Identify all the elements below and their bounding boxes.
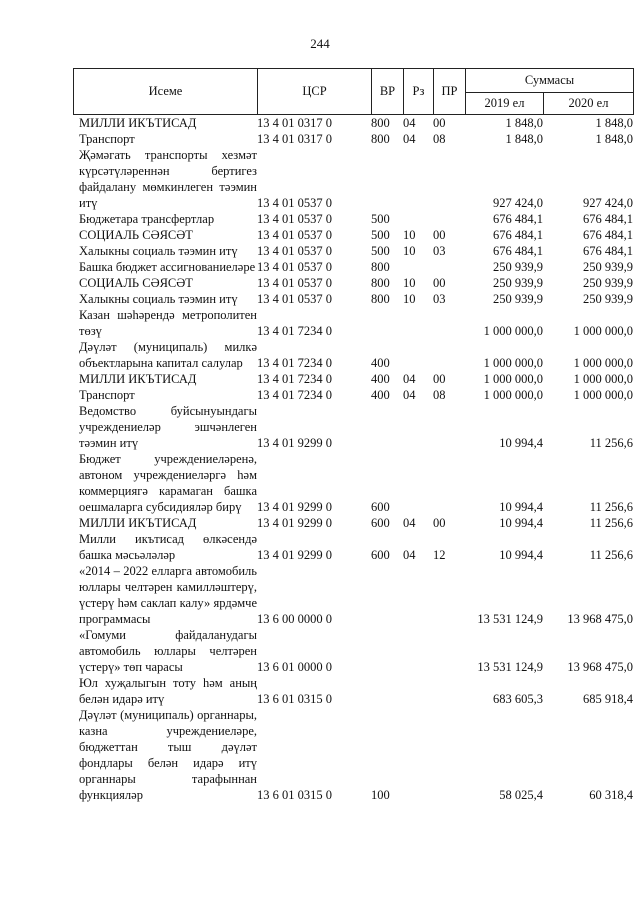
row-sum-2020: 11 256,6 [589, 500, 633, 514]
row-csr: 13 4 01 0317 0 [257, 116, 332, 130]
row-csr: 13 6 00 0000 0 [257, 612, 332, 626]
row-vr: 800 [371, 132, 390, 146]
row-rz [403, 259, 433, 275]
row-rz [403, 451, 433, 515]
row-name: СОЦИАЛЬ СӘЯСӘТ [79, 228, 193, 242]
row-pr [433, 707, 465, 803]
table-row [73, 243, 633, 259]
row-sum-2019: 250 939,9 [493, 260, 543, 274]
row-csr: 13 4 01 9299 0 [257, 436, 332, 450]
row-name: Халыкны социаль тәэмин итү [79, 292, 238, 306]
page-number: 244 [310, 36, 330, 51]
row-pr [433, 259, 465, 275]
row-rz [403, 675, 433, 707]
row-sum-2019: 10 994,4 [499, 516, 543, 530]
row-rz [403, 339, 433, 371]
table-header [73, 68, 634, 115]
row-vr: 400 [371, 372, 390, 386]
row-csr: 13 4 01 0537 0 [257, 196, 332, 210]
row-csr: 13 4 01 7234 0 [257, 356, 332, 370]
row-vr: 600 [371, 516, 390, 530]
table-row [73, 563, 633, 627]
row-csr: 13 4 01 7234 0 [257, 324, 332, 338]
row-pr [433, 563, 465, 627]
table-row [73, 515, 633, 531]
row-pr: 00 [433, 116, 446, 130]
row-vr [371, 563, 403, 627]
row-rz [403, 147, 433, 211]
row-name: Бюджетара трансфертлар [79, 212, 215, 226]
row-sum-2019: 10 994,4 [499, 436, 543, 450]
row-vr: 800 [371, 276, 390, 290]
row-csr: 13 4 01 0537 0 [257, 244, 332, 258]
row-sum-2020: 1 848,0 [595, 132, 633, 146]
row-csr: 13 4 01 0537 0 [257, 260, 332, 274]
row-sum-2020: 685 918,4 [583, 692, 633, 706]
row-sum-2020: 676 484,1 [583, 244, 633, 258]
row-csr: 13 4 01 0537 0 [257, 228, 332, 242]
table-row [73, 115, 633, 131]
header-sums: Суммасы [466, 69, 634, 93]
row-name: Халыкны социаль тәэмин итү [79, 244, 238, 258]
row-name: Казан шәһәрендә метрополитен төзү [79, 308, 257, 338]
header-year-2019: 2019 ел [466, 93, 544, 115]
row-sum-2020: 1 000 000,0 [573, 388, 633, 402]
row-rz: 04 [403, 516, 416, 530]
row-sum-2020: 676 484,1 [583, 228, 633, 242]
row-sum-2019: 676 484,1 [493, 228, 543, 242]
row-csr: 13 4 01 0537 0 [257, 212, 332, 226]
row-sum-2019: 10 994,4 [499, 500, 543, 514]
row-vr: 500 [371, 244, 390, 258]
row-sum-2019: 13 531 124,9 [477, 660, 543, 674]
row-pr: 08 [433, 388, 446, 402]
row-name: СОЦИАЛЬ СӘЯСӘТ [79, 276, 193, 290]
row-name: Җәмәгать транспорты хезмәт күрсәтүләреннән бертигез файдалану мөмкинлеген тәэмин итү [79, 148, 257, 210]
row-sum-2019: 1 000 000,0 [483, 324, 543, 338]
row-sum-2020: 11 256,6 [589, 436, 633, 450]
table-row [73, 259, 633, 275]
row-pr: 08 [433, 132, 446, 146]
row-pr [433, 307, 465, 339]
row-vr [371, 147, 403, 211]
row-rz: 10 [403, 292, 416, 306]
row-name: Башка бюджет ассигнованиеләре [79, 260, 256, 274]
row-sum-2020: 11 256,6 [589, 516, 633, 530]
row-sum-2020: 1 848,0 [595, 116, 633, 130]
row-vr: 600 [371, 500, 390, 514]
row-csr: 13 4 01 0537 0 [257, 292, 332, 306]
row-vr: 800 [371, 116, 390, 130]
row-csr: 13 4 01 9299 0 [257, 548, 332, 562]
row-rz [403, 403, 433, 451]
row-sum-2019: 1 848,0 [505, 132, 543, 146]
table-body [73, 115, 633, 803]
row-sum-2019: 10 994,4 [499, 548, 543, 562]
row-pr: 00 [433, 516, 446, 530]
row-rz [403, 307, 433, 339]
row-sum-2020: 1 000 000,0 [573, 372, 633, 386]
row-sum-2020: 1 000 000,0 [573, 324, 633, 338]
row-vr [371, 627, 403, 675]
row-name: Транспорт [79, 132, 135, 146]
row-sum-2019: 250 939,9 [493, 292, 543, 306]
row-vr [371, 307, 403, 339]
row-sum-2019: 1 848,0 [505, 116, 543, 130]
row-vr: 600 [371, 548, 390, 562]
row-sum-2019: 1 000 000,0 [483, 356, 543, 370]
header-pr: ПР [434, 69, 466, 115]
row-pr [433, 339, 465, 371]
table-row [73, 403, 633, 451]
row-vr: 800 [371, 292, 390, 306]
row-name: «Гомуми файдаланудагы автомобиль юллары челтәрен үстерү» төп чарасы [79, 628, 257, 674]
row-sum-2020: 60 318,4 [589, 788, 633, 802]
row-vr [371, 403, 403, 451]
row-rz: 04 [403, 116, 416, 130]
row-sum-2019: 13 531 124,9 [477, 612, 543, 626]
row-pr: 00 [433, 228, 446, 242]
row-sum-2020: 250 939,9 [583, 292, 633, 306]
table-row [73, 707, 633, 803]
row-rz: 10 [403, 228, 416, 242]
table-row [73, 371, 633, 387]
row-name: Дәүләт (муниципаль) милкə объектларына капитал салулар [79, 340, 257, 370]
row-pr: 03 [433, 244, 446, 258]
row-sum-2020: 1 000 000,0 [573, 356, 633, 370]
row-name: Ведомство буйсынуындагы учреждениеләр эшчәнлеген тәэмин итү [79, 404, 257, 450]
table-row [73, 211, 633, 227]
row-vr: 800 [371, 260, 390, 274]
row-csr: 13 4 01 9299 0 [257, 500, 332, 514]
row-pr [433, 147, 465, 211]
row-vr: 400 [371, 356, 390, 370]
header-csr: ЦСР [258, 69, 372, 115]
row-sum-2019: 676 484,1 [493, 244, 543, 258]
row-name: МИЛЛИ ИКЪТИСАД [79, 372, 197, 386]
row-csr: 13 4 01 0317 0 [257, 132, 332, 146]
header-rz: Рз [404, 69, 434, 115]
table-row [73, 131, 633, 147]
row-rz: 04 [403, 132, 416, 146]
row-pr [433, 627, 465, 675]
row-csr: 13 4 01 7234 0 [257, 388, 332, 402]
row-csr: 13 4 01 7234 0 [257, 372, 332, 386]
row-pr: 00 [433, 276, 446, 290]
table-row [73, 387, 633, 403]
row-name: Милли икътисад өлкәсендә башка мәсьәләләр [79, 532, 257, 562]
row-vr: 500 [371, 228, 390, 242]
row-rz: 04 [403, 372, 416, 386]
row-sum-2019: 1 000 000,0 [483, 388, 543, 402]
row-vr: 500 [371, 212, 390, 226]
row-pr [433, 675, 465, 707]
row-name: Транспорт [79, 388, 135, 402]
row-sum-2020: 11 256,6 [589, 548, 633, 562]
table-row [73, 275, 633, 291]
row-name: Дәүләт (муниципаль) органнары, казна учреждениеләре, бюджеттан тыш дәүләт фондлары белән идарә итү органнары тарафыннан функцияләр [79, 708, 257, 802]
row-rz: 10 [403, 244, 416, 258]
row-csr: 13 4 01 9299 0 [257, 516, 332, 530]
row-sum-2020: 250 939,9 [583, 260, 633, 274]
row-rz [403, 627, 433, 675]
table-row [73, 339, 633, 371]
row-sum-2020: 13 968 475,0 [567, 612, 633, 626]
row-sum-2019: 676 484,1 [493, 212, 543, 226]
row-sum-2019: 1 000 000,0 [483, 372, 543, 386]
row-name: МИЛЛИ ИКЪТИСАД [79, 516, 197, 530]
table-row [73, 147, 633, 211]
row-sum-2019: 58 025,4 [499, 788, 543, 802]
row-name: «2014 – 2022 елларга автомобиль юллары челтәрен камилләштерү, үстерү һәм саклап калу» ярдәмче программасы [79, 564, 257, 626]
table-row [73, 627, 633, 675]
row-rz: 04 [403, 388, 416, 402]
row-sum-2020: 676 484,1 [583, 212, 633, 226]
row-sum-2020: 250 939,9 [583, 276, 633, 290]
row-rz [403, 211, 433, 227]
row-name: МИЛЛИ ИКЪТИСАД [79, 116, 197, 130]
table-row [73, 451, 633, 515]
row-sum-2020: 927 424,0 [583, 196, 633, 210]
row-rz: 04 [403, 548, 416, 562]
row-csr: 13 6 01 0315 0 [257, 788, 332, 802]
row-rz [403, 563, 433, 627]
row-csr: 13 6 01 0000 0 [257, 660, 332, 674]
row-pr: 12 [433, 548, 446, 562]
header-year-2020: 2020 ел [544, 93, 634, 115]
row-sum-2020: 13 968 475,0 [567, 660, 633, 674]
row-vr: 100 [371, 788, 390, 802]
row-rz: 10 [403, 276, 416, 290]
table-row [73, 675, 633, 707]
budget-table [73, 68, 633, 803]
table-row [73, 531, 633, 563]
row-pr [433, 211, 465, 227]
row-pr: 03 [433, 292, 446, 306]
row-pr [433, 451, 465, 515]
table-row [73, 307, 633, 339]
row-vr: 400 [371, 388, 390, 402]
row-name: Бюджет учреждениеләренә, автоном учреждениеләргә һәм коммерциягә карамаган башка оешмаларга субсидияләр бирү [79, 452, 257, 514]
row-sum-2019: 683 605,3 [493, 692, 543, 706]
table-row [73, 291, 633, 307]
row-rz [403, 707, 433, 803]
row-pr: 00 [433, 372, 446, 386]
row-csr: 13 6 01 0315 0 [257, 692, 332, 706]
row-name: Юл хуҗалыгын тоту һәм аның белән идарә итү [79, 676, 257, 706]
row-pr [433, 403, 465, 451]
table-row [73, 227, 633, 243]
row-sum-2019: 250 939,9 [493, 276, 543, 290]
row-vr [371, 675, 403, 707]
header-vr: ВР [372, 69, 404, 115]
row-csr: 13 4 01 0537 0 [257, 276, 332, 290]
header-name: Исеме [74, 69, 258, 115]
row-sum-2019: 927 424,0 [493, 196, 543, 210]
